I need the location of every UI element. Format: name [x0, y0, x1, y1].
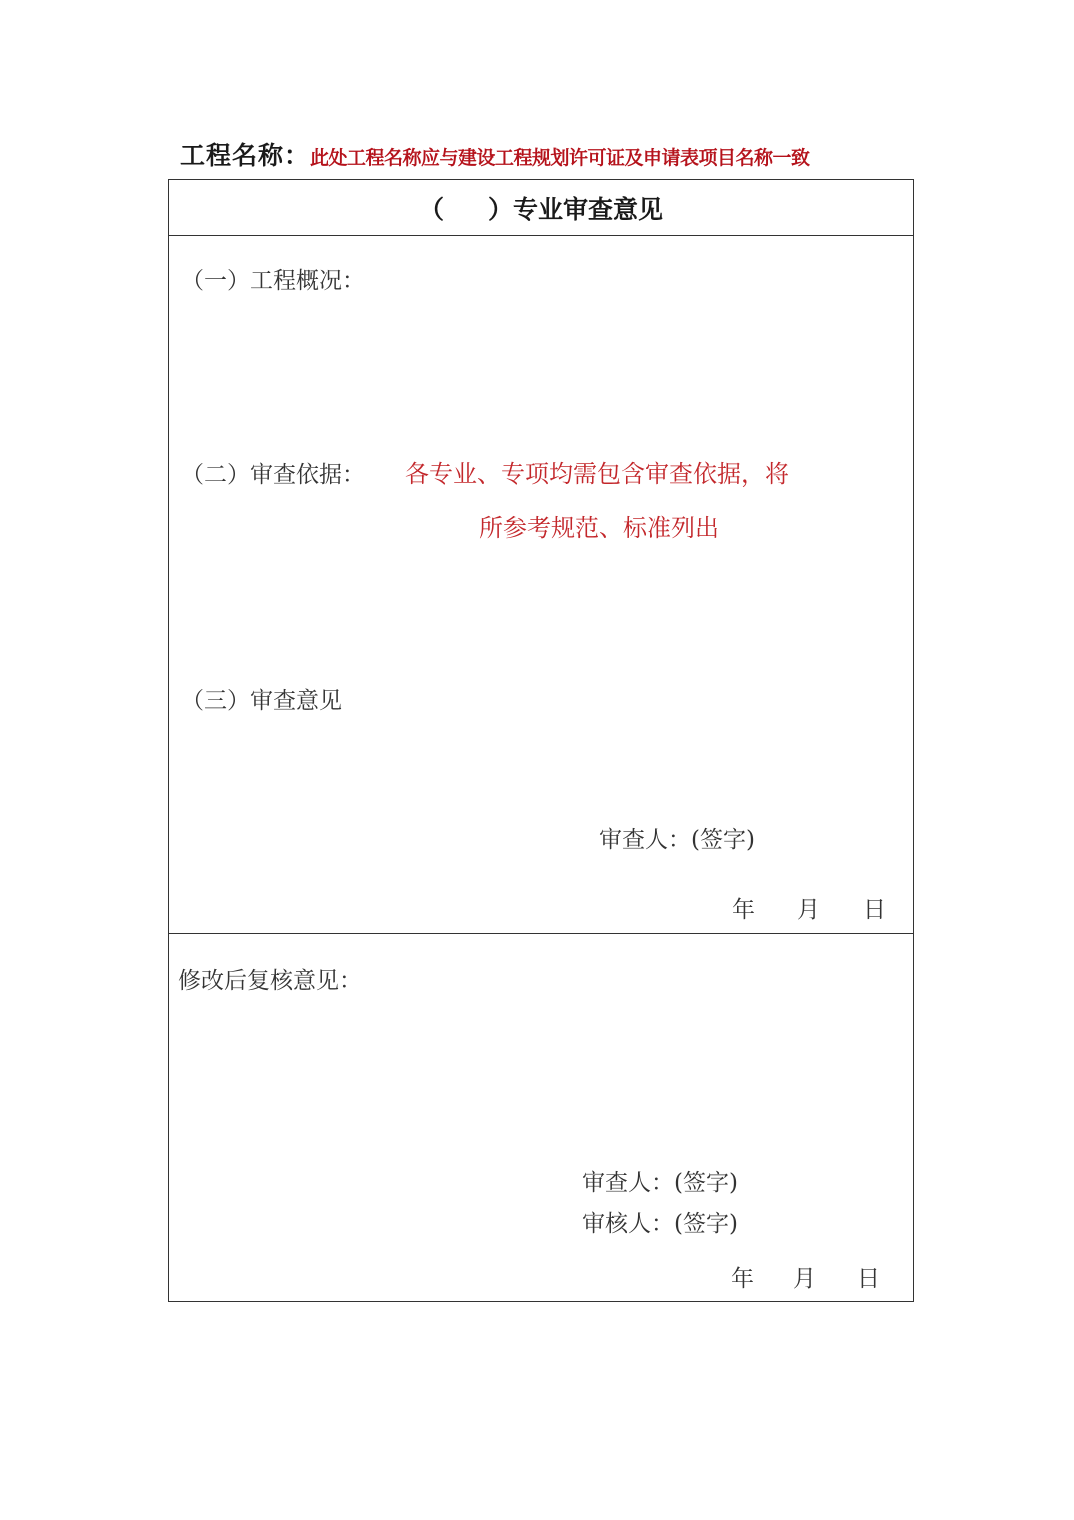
discipline-paren-close: ） — [487, 194, 513, 224]
basis-label: （二）审查依据： — [181, 462, 365, 488]
recheck-reviewer-signature: 审查人：(签字) — [582, 1170, 738, 1196]
date-month: 月 — [797, 897, 820, 923]
review-opinion-section — [169, 236, 913, 934]
recheck-date-day: 日 — [857, 1266, 880, 1292]
opinion-label: （三）审查意见 — [181, 688, 342, 714]
reviewer-signature: 审查人：(签字) — [599, 827, 755, 853]
date-day: 日 — [863, 897, 886, 923]
table-title-row — [169, 180, 913, 236]
date-year: 年 — [732, 897, 755, 923]
overview-label: （一）工程概况： — [181, 268, 365, 294]
recheck-label: 修改后复核意见： — [178, 968, 362, 994]
project-name-note: 此处工程名称应与建设工程规划许可证及申请表项目名称一致 — [310, 147, 810, 169]
basis-note-line1: 各专业、专项均需包含审查依据，将 — [405, 460, 789, 488]
recheck-checker-signature: 审核人：(签字) — [582, 1211, 738, 1237]
recheck-date-month: 月 — [793, 1266, 816, 1292]
discipline-paren-open: （ — [418, 194, 444, 224]
recheck-opinion-section — [169, 934, 913, 1301]
project-name-line — [180, 136, 810, 172]
project-name-label: 工程名称： — [180, 141, 311, 170]
recheck-date-year: 年 — [731, 1266, 754, 1292]
table-title: 专业审查意见 — [513, 194, 664, 224]
review-form-table — [168, 179, 914, 1302]
basis-note-line2: 所参考规范、标准列出 — [479, 514, 719, 542]
